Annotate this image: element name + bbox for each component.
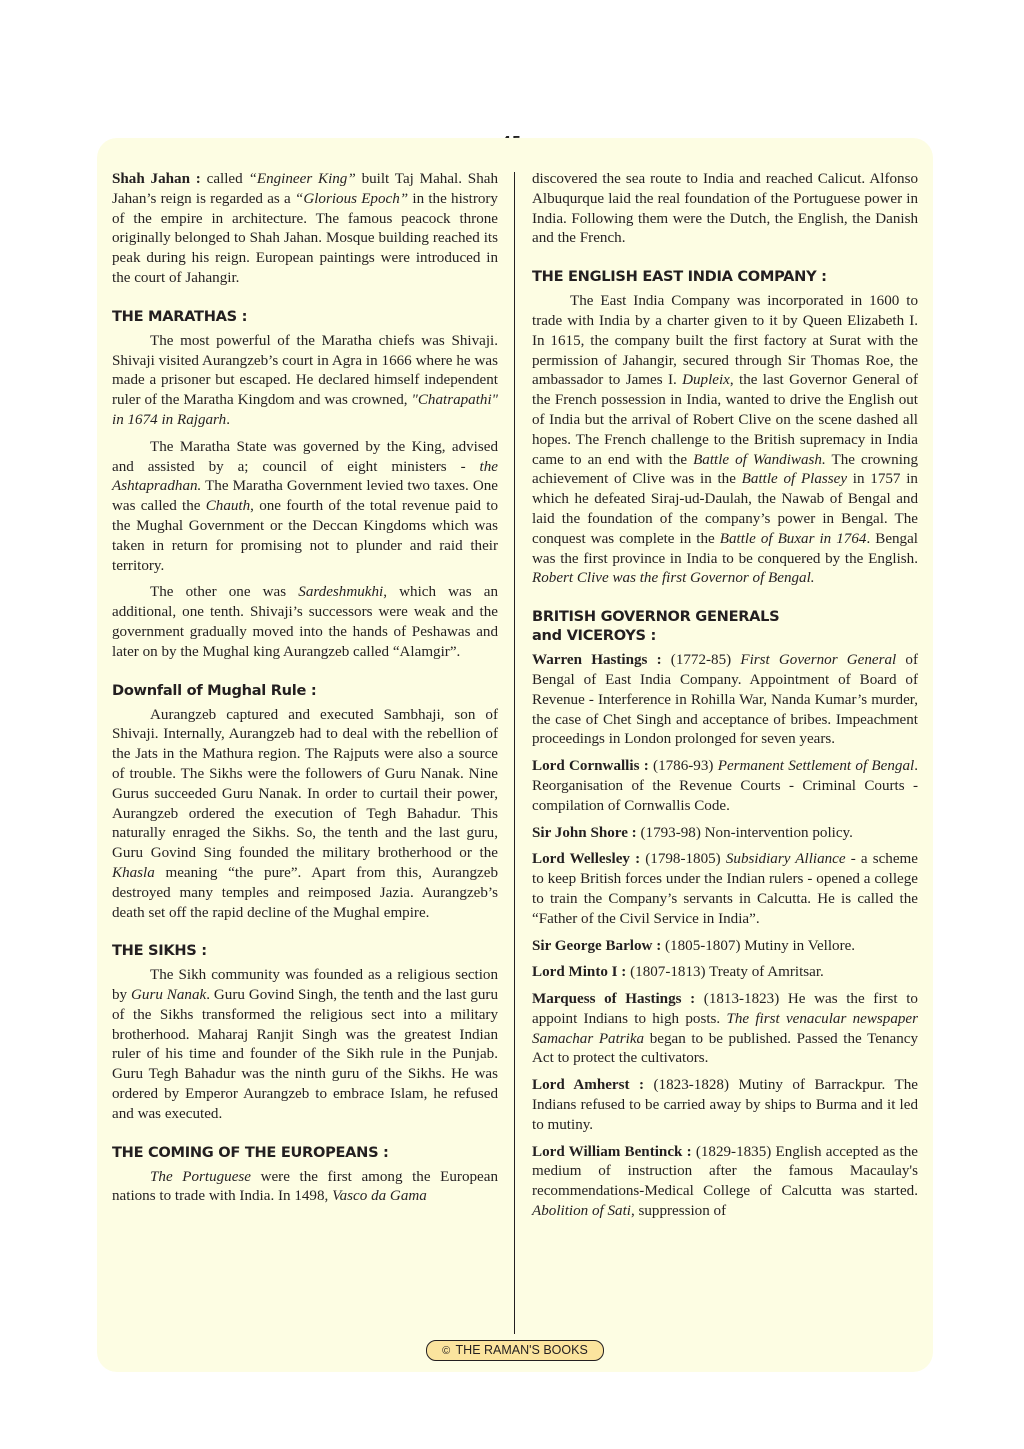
europeans-heading: THE COMING OF THE EUROPEANS : — [112, 1143, 389, 1161]
governor-entry-minto: Lord Minto I : (1807-1813) Treaty of Amritsar. — [532, 964, 824, 981]
europeans-paragraph: The Portuguese were the first among the European nations to trade with India. In 1498, Vasco da Gama — [112, 1168, 498, 1205]
marathas-heading: THE MARATHAS : — [112, 307, 248, 325]
publisher-name: THE RAMAN'S BOOKS — [455, 1343, 588, 1357]
copyright-icon: © — [442, 1345, 451, 1357]
governor-generals-heading: BRITISH GOVERNOR GENERALS and VICEROYS : — [532, 608, 780, 645]
copyright-badge — [426, 1340, 604, 1361]
east-india-company-heading: THE ENGLISH EAST INDIA COMPANY : — [532, 268, 827, 286]
sikhs-paragraph: The Sikh community was founded as a religious section by Guru Nanak. Guru Govind Singh, the tenth and the last guru of the Sikhs transformed the religious sect into a military brotherhood. Maharaj Ranjit Singh was the greatest Indian ruler of his time and founder of the Sikh rule in the Punjab. Guru Tegh Bahadur was the ninth guru of the Sikhs. He was ordered by Emperor Aurangzeb to embrace Islam, he refused and was executed. — [112, 967, 498, 1122]
governor-entry-bentinck: Lord William Bentinck : (1829-1835) English accepted as the medium of instruction after the famous Macaulay's recommendations-Medical College of Calcutta was started. Abolition of Sati, suppression of — [532, 1143, 918, 1220]
marathas-paragraph-1: The most powerful of the Maratha chiefs was Shivaji. Shivaji visited Aurangzeb’s court in Agra in 1666 where he was made a prisoner but escaped. He declared himself independent ruler of the Maratha Kingdom and was crowned, "Chatrapathi" in 1674 in Rajgarh. — [112, 332, 498, 428]
europeans-continued-paragraph: discovered the sea route to India and reached Calicut. Alfonso Albuqurque laid the real foundation of the Portuguese power in India. Following them were the Dutch, the English, the Danish and the French. — [532, 171, 918, 247]
governor-entry-shore: Sir John Shore : (1793-98) Non-intervention policy. — [532, 824, 853, 841]
governor-entry-hastings: Warren Hastings : (1772-85) First Governor General of Bengal of East India Company. Appointment of Board of Revenue - Interference in Rohilla War, Nanda Kumar’s murder, the case of Chet Singh and acceptance of bribes. Impeachment proceedings in London prolonged for seven years. — [532, 652, 918, 748]
governor-entry-wellesley: Lord Wellesley : (1798-1805) Subsidiary Alliance - a scheme to keep British forces under the Indian rulers - opened a college to train the Company’s servants in Calcutta. He is called the “Father of the Civil Service in India”. — [532, 851, 918, 927]
governor-entry-barlow: Sir George Barlow : (1805-1807) Mutiny in Vellore. — [532, 937, 856, 954]
governor-entry-amherst: Lord Amherst : (1823-1828) Mutiny of Barrackpur. The Indians refused to be carried away by ships to Burma and it led to mutiny. — [532, 1077, 918, 1133]
governor-entry-marquess-hastings: Marquess of Hastings : (1813-1823) He was the first to appoint Indians to high posts. The first venacular newspaper Samachar Patrika began to be published. Passed the Tenancy Act to protect the cultivators. — [532, 991, 918, 1067]
sikhs-heading: THE SIKHS : — [112, 942, 207, 960]
right-column — [532, 170, 918, 1229]
left-column — [112, 170, 498, 1214]
governor-entry-cornwallis: Lord Cornwallis : (1786-93) Permanent Settlement of Bengal. Reorganisation of the Revenue Courts - Criminal Courts - compilation of Cornwallis Code. — [532, 758, 918, 814]
mughal-heading: Downfall of Mughal Rule : — [112, 681, 317, 699]
marathas-paragraph-2: The Maratha State was governed by the King, advised and assisted by a; council of eight ministers - the Ashtapradhan. The Maratha Government levied two taxes. One was called the Chauth, one fourth of the total revenue paid to the Mughal Government or the Deccan Kingdoms which was taken in return for promising not to plunder and raid their territory. — [112, 438, 498, 574]
column-divider — [514, 172, 515, 1334]
mughal-paragraph: Aurangzeb captured and executed Sambhaji, son of Shivaji. Internally, Aurangzeb had to deal with the rebellion of the Jats in the Mathura region. The Rajputs were also a source of trouble. The Sikhs were the followers of Guru Nanak. Nine Gurus succeeded Guru Nanak. In order to curtail their power, Aurangzeb ordered the execution of Tegh Bahadur. This naturally enraged the Sikhs. So, the tenth and the last guru, Guru Govind Sing founded the military brotherhood or the Khasla meaning “the pure”. Apart from this, Aurangzeb destroyed many temples and reimposed Jazia. Aurangzeb’s death set off the rapid decline of the Mughal empire. — [112, 706, 498, 921]
east-india-company-paragraph: The East India Company was incorporated in 1600 to trade with India by a charter given to it by Queen Elizabeth I. In 1615, the company built the first factory at Surat with the permission of Jahangir, secured through Sir Thomas Roe, the ambassador to James I. Dupleix, the last Governor General of the French possession in India, wanted to drive the English out of India but the arrival of Robert Clive on the scene dashed all hopes. The French challenge to the British supremacy in India came to an end with the Battle of Wandiwash. The crowning achievement of Clive was in the Battle of Plassey in 1757 in which he defeated Siraj-ud-Daulah, the Nawab of Bengal and laid the foundation of the company’s power in Bengal. The conquest was complete in the Battle of Buxar in 1764. Bengal was the first province in India to be conquered by the English. Robert Clive was the first Governor of Bengal. — [532, 293, 919, 587]
shah-jahan-paragraph: Shah Jahan : called “Engineer King” built Taj Mahal. Shah Jahan’s reign is regarded as a “Glorious Epoch” in the histrory of the empire in architecture. The famous peacock throne originally belonged to Shah Jahan. Mosque building reached its peak during his reign. European paintings were introduced in the court of Jahangir. — [112, 171, 498, 286]
marathas-paragraph-3: The other one was Sardeshmukhi, which was an additional, one tenth. Shivaji’s successors were weak and the government gradually moved into the hands of Peshawas and later on by the Mughal king Aurangzeb called “Alamgir”. — [112, 584, 498, 660]
